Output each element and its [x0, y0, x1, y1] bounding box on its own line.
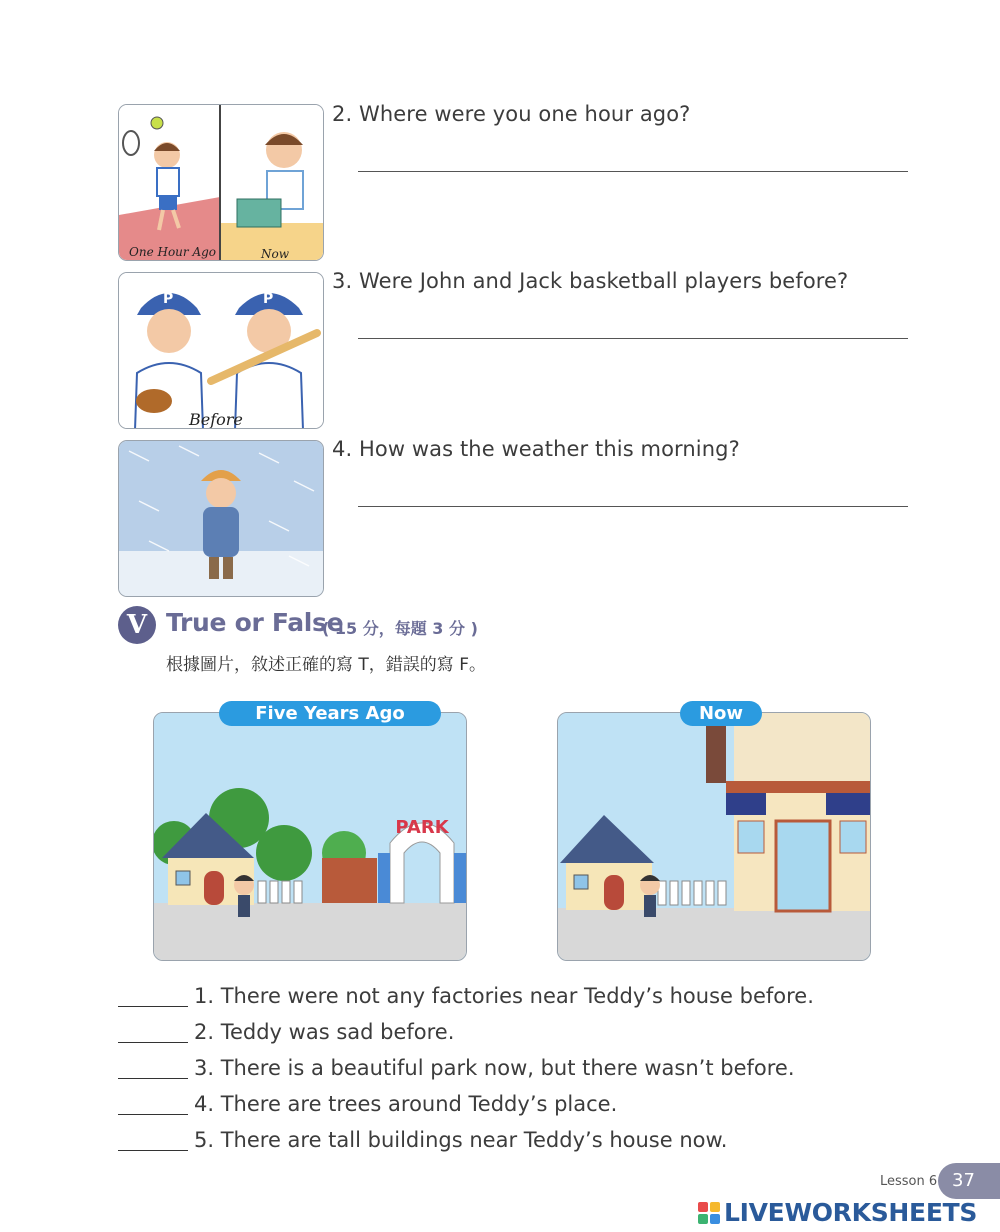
liveworksheets-logo[interactable] — [698, 1198, 977, 1227]
now-label: Now — [261, 247, 289, 261]
section-points: ( 15 分，每題 3 分 ) — [322, 619, 478, 638]
liveworksheets-logo-icon — [698, 1202, 720, 1224]
question-3-answer-line[interactable] — [358, 338, 908, 339]
svg-text:P: P — [263, 291, 274, 307]
question-3-image — [118, 272, 324, 429]
five-years-ago-label: Five Years Ago — [219, 701, 441, 726]
answer-blank[interactable] — [118, 1114, 188, 1115]
question-2-image — [118, 104, 324, 261]
statement-text: 3. There is a beautiful park now, but there wasn’t before. — [194, 1056, 795, 1080]
answer-blank[interactable] — [118, 1150, 188, 1151]
statement-text: 1. There were not any factories near Teddy’s house before. — [194, 984, 814, 1008]
section-instruction: 根據圖片，敘述正確的寫 T，錯誤的寫 F。 — [166, 655, 486, 675]
statement-text: 5. There are tall buildings near Teddy’s house now. — [194, 1128, 728, 1152]
answer-blank[interactable] — [118, 1006, 188, 1007]
question-2-text: 2. Where were you one hour ago? — [332, 102, 691, 126]
lesson-label: Lesson 6 — [880, 1174, 938, 1189]
section-title: True or False — [166, 608, 344, 637]
svg-text:P: P — [163, 291, 174, 307]
page-number: 37 — [938, 1163, 1000, 1199]
now-scene — [557, 712, 871, 961]
question-4-answer-line[interactable] — [358, 506, 908, 507]
question-2-answer-line[interactable] — [358, 171, 908, 172]
answer-blank[interactable] — [118, 1078, 188, 1079]
question-3-text: 3. Were John and Jack basketball players before? — [332, 269, 849, 293]
question-4-image — [118, 440, 324, 597]
answer-blank[interactable] — [118, 1042, 188, 1043]
park-sign: PARK — [395, 817, 449, 838]
before-label: Before — [189, 410, 243, 429]
question-4-text: 4. How was the weather this morning? — [332, 437, 740, 461]
statement-text: 2. Teddy was sad before. — [194, 1020, 455, 1044]
section-badge: V — [118, 606, 156, 644]
five-years-ago-scene — [153, 712, 467, 961]
statement-text: 4. There are trees around Teddy’s place. — [194, 1092, 618, 1116]
now-label: Now — [680, 701, 762, 726]
one-hour-ago-label: One Hour Ago — [129, 245, 217, 259]
liveworksheets-brand: LIVEWORKSHEETS — [724, 1198, 978, 1227]
